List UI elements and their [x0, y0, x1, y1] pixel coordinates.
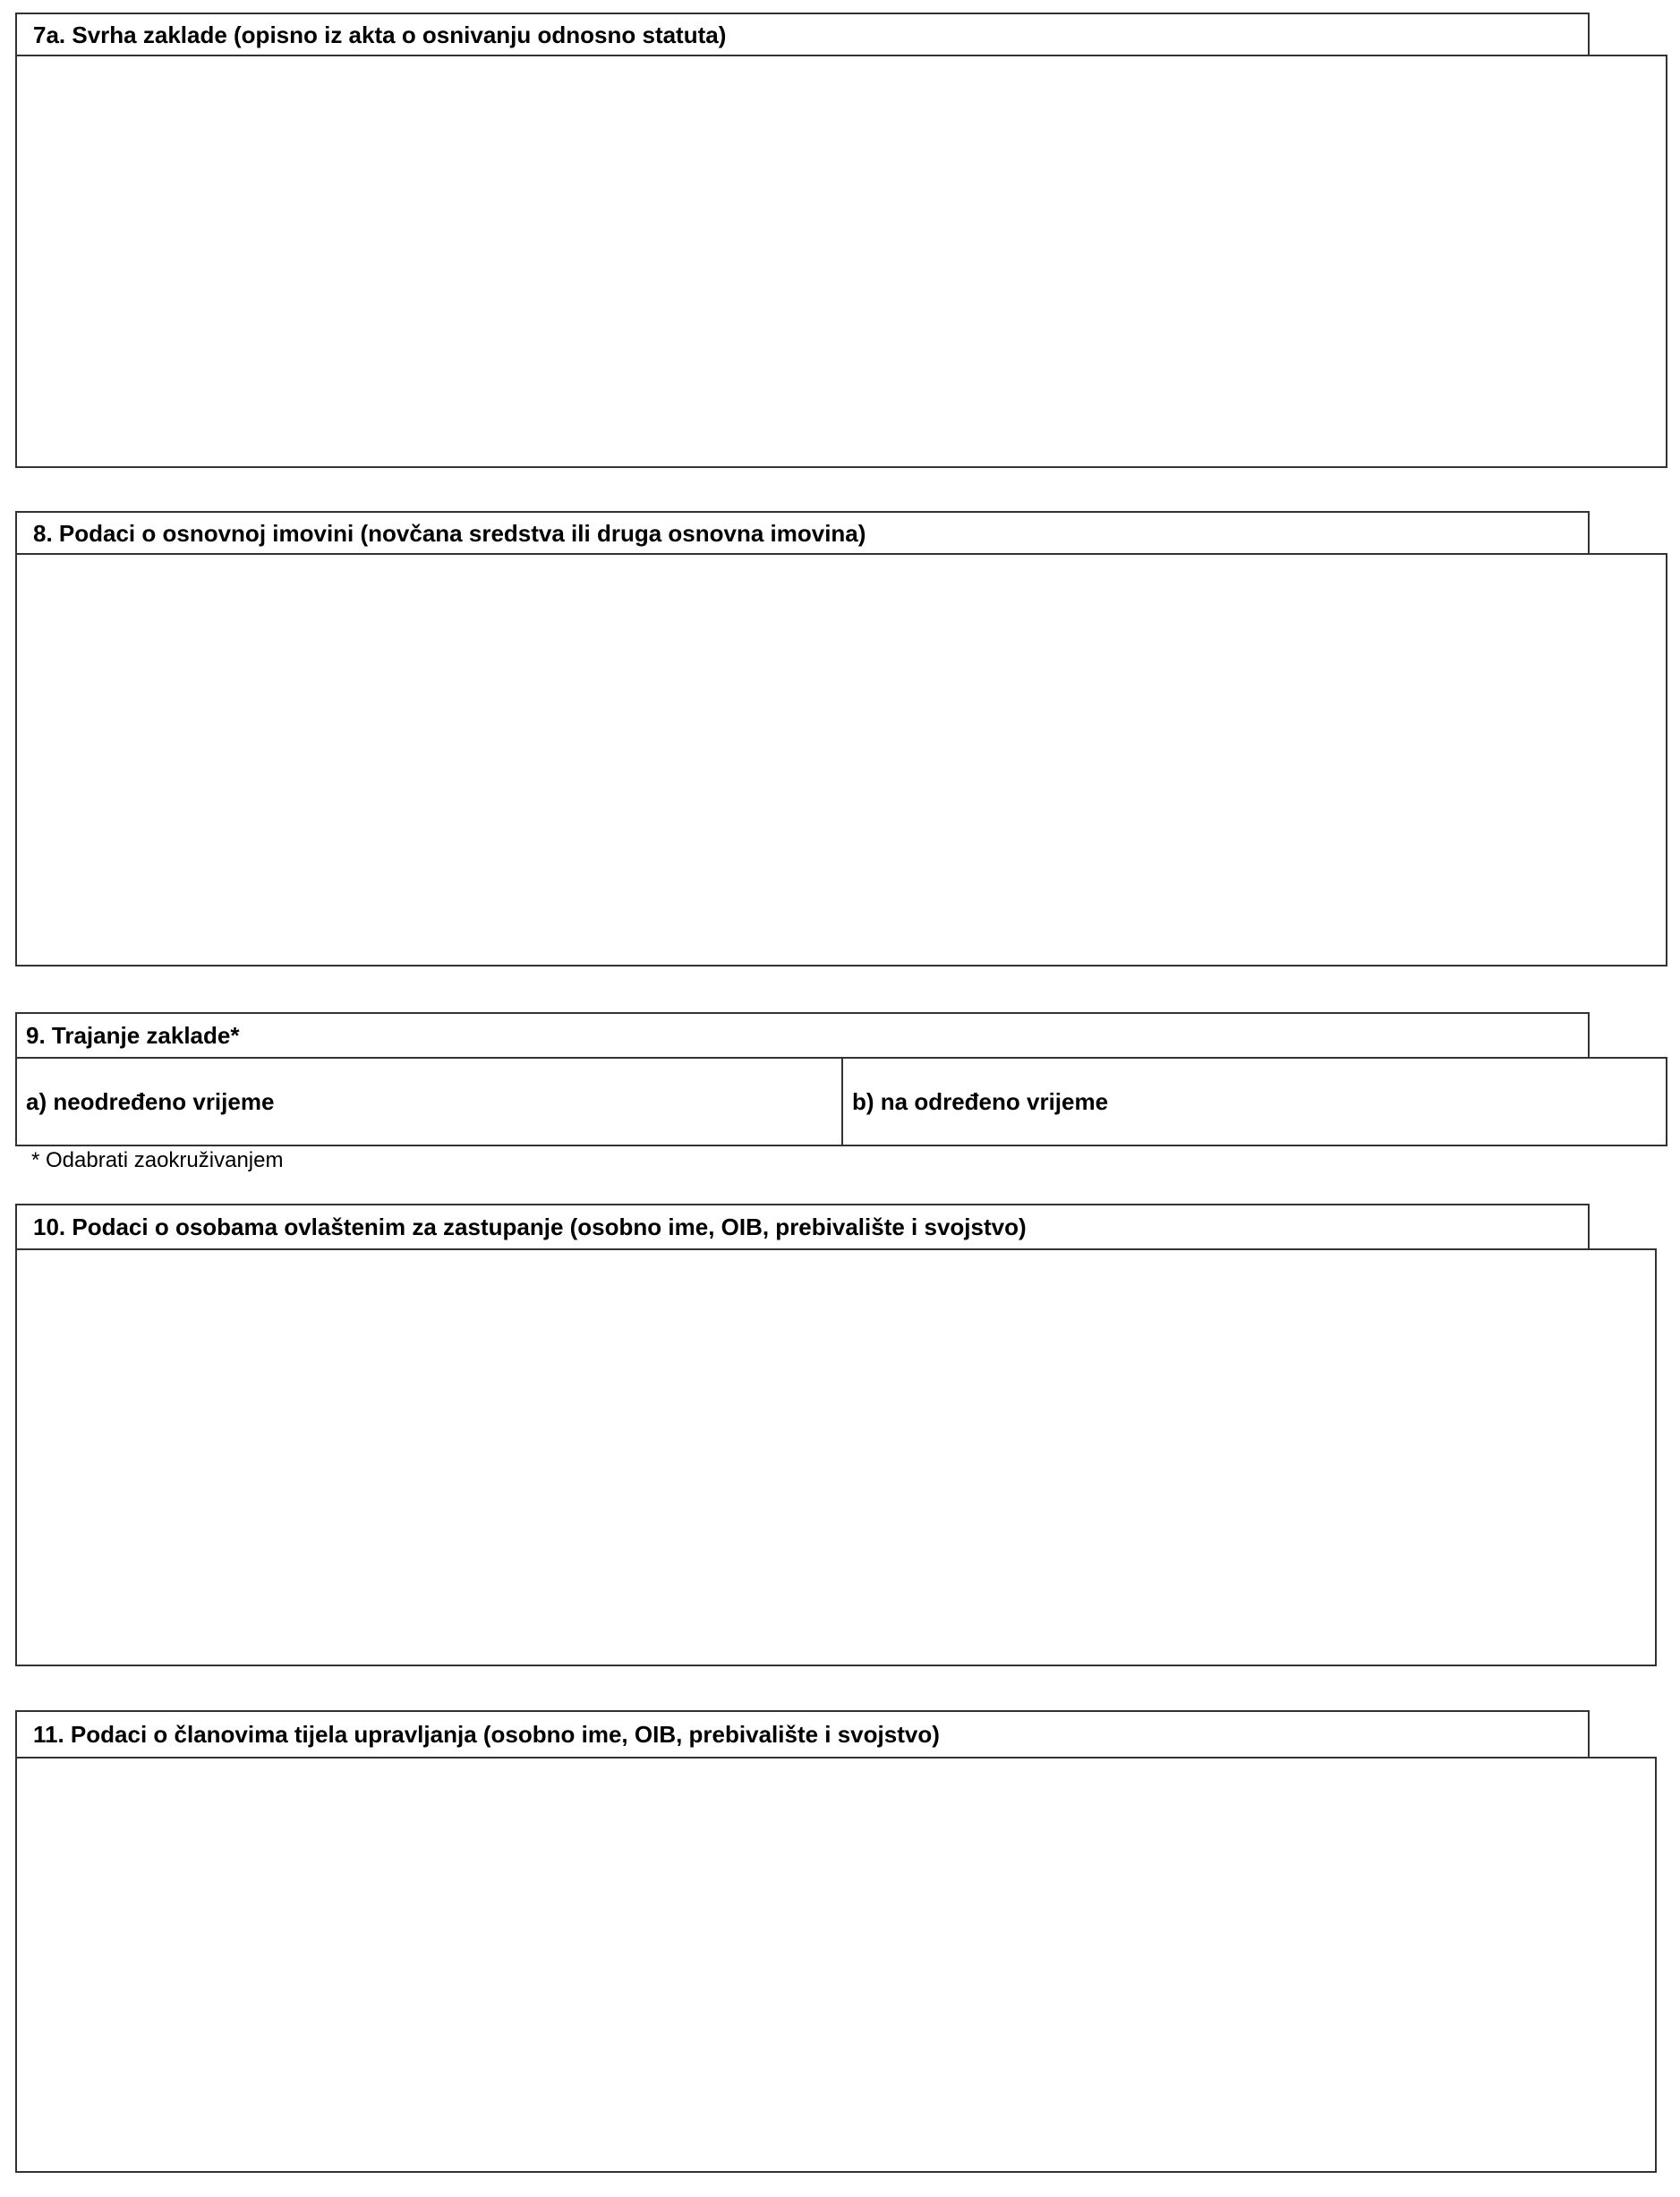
section-11-field[interactable]: [15, 1757, 1657, 2173]
section-9-footnote: * Odabrati zaokruživanjem: [31, 1148, 284, 1172]
section-8-header: [15, 511, 1590, 555]
section-9-title: 9. Trajanje zaklade*: [26, 1022, 240, 1049]
section-8-title: 8. Podaci o osnovnoj imovini (novčana sredstva ili druga osnovna imovina): [33, 519, 866, 547]
section-11-title: 11. Podaci o članovima tijela upravljanja (osobno ime, OIB, prebivalište i svojstvo): [33, 1721, 940, 1748]
option-a-label: a) neodređeno vrijeme: [26, 1087, 275, 1115]
section-10-title: 10. Podaci o osobama ovlaštenim za zastupanje (osobno ime, OIB, prebivalište i svojstvo): [33, 1213, 1027, 1240]
section-9-header: [15, 1012, 1590, 1059]
section-8-field[interactable]: [15, 553, 1667, 967]
section-7a-field[interactable]: [15, 55, 1667, 468]
section-11-header: [15, 1710, 1590, 1758]
section-10-field[interactable]: [15, 1248, 1657, 1666]
section-10-header: [15, 1204, 1590, 1250]
option-fixed-period[interactable]: [841, 1057, 1667, 1146]
option-b-label: b) na određeno vrijeme: [852, 1087, 1109, 1115]
section-7a-title: 7a. Svrha zaklade (opisno iz akta o osnivanju odnosno statuta): [33, 21, 727, 48]
option-indefinite-period[interactable]: [15, 1057, 843, 1146]
section-7a-header: [15, 13, 1590, 56]
